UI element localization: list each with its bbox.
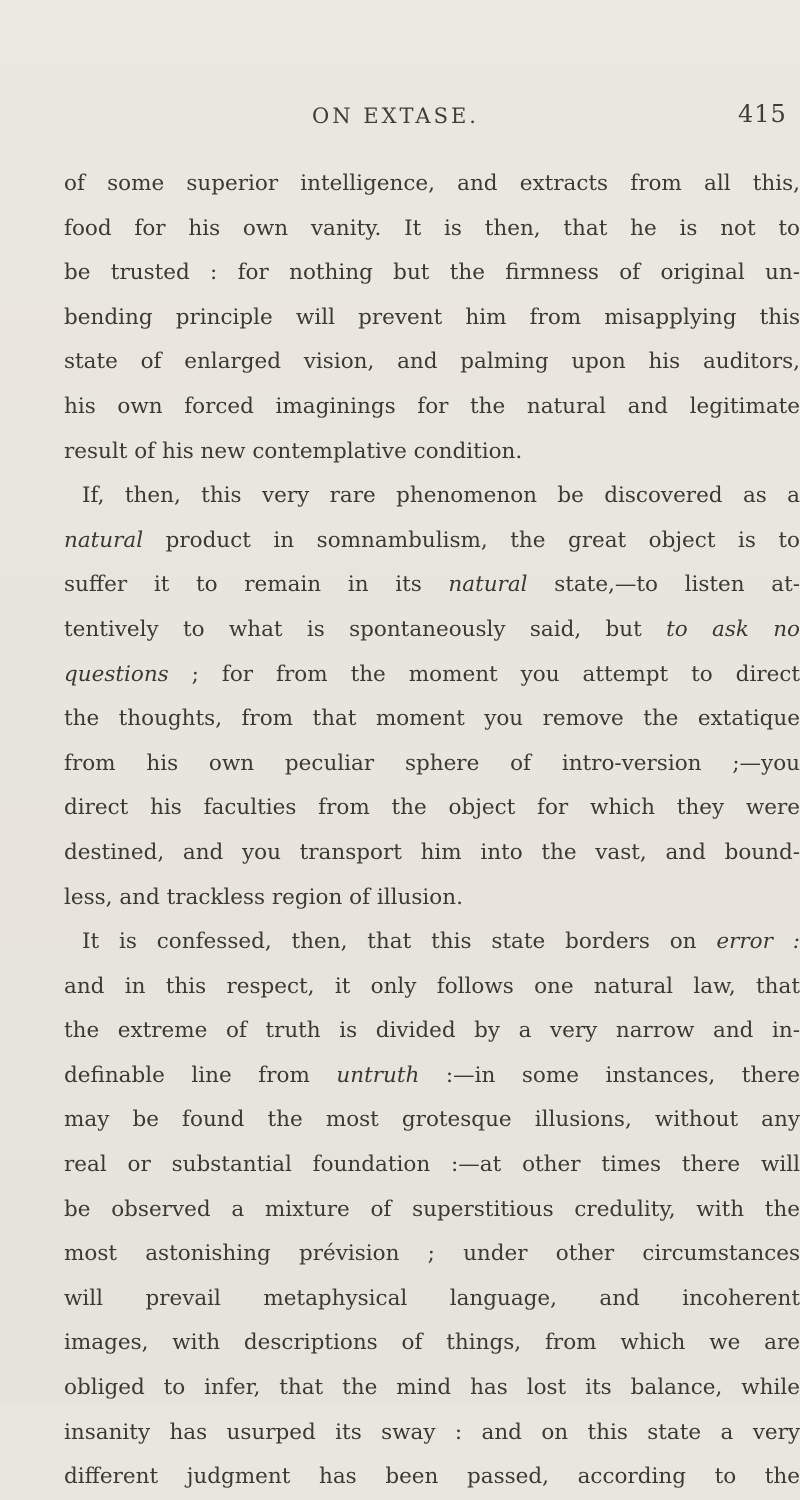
text-line: the thoughts, from that moment you remove the extatique xyxy=(64,706,800,732)
text-line: images, with descriptions of things, from which we are xyxy=(64,1330,800,1356)
text-line: be trusted : for nothing but the firmness of original un- xyxy=(64,260,800,286)
text-line: most astonishing prévision ; under other circumstances xyxy=(64,1241,800,1267)
text-line: If, then, this very rare phenomenon be discovered as a xyxy=(82,483,800,509)
text-line: direct his faculties from the object for which they were xyxy=(64,795,800,821)
text-line: less, and trackless region of illusion. xyxy=(64,884,463,910)
text-run: ; for from the moment you attempt to direct xyxy=(168,661,800,687)
text-line xyxy=(64,920,800,965)
header-title: ON EXTASE. xyxy=(312,104,479,128)
text-line xyxy=(64,608,800,653)
italic-run: error : xyxy=(716,929,800,955)
page-number: 415 xyxy=(738,100,787,128)
text-run: product in somnambulism, the great object is to xyxy=(143,527,800,553)
text-line: of some superior intelligence, and extracts from all this, xyxy=(64,171,800,196)
italic-run: natural xyxy=(64,527,144,553)
text-line xyxy=(64,519,800,564)
text-line: the extreme of truth is divided by a very narrow and in- xyxy=(64,1018,800,1044)
text-run: It is confessed, then, that this state borders on xyxy=(82,929,717,955)
text-line: from his own peculiar sphere of intro-version ;—you xyxy=(64,750,800,776)
text-run: state,—to listen at- xyxy=(527,572,800,598)
text-run: :—in some instances, there xyxy=(419,1062,800,1088)
text-line: will prevail metaphysical language, and incoherent xyxy=(64,1285,800,1311)
text-line: may be found the most grotesque illusions, without any xyxy=(64,1107,800,1133)
text-run: suffer it to remain in its xyxy=(64,572,449,598)
text-line: obliged to infer, that the mind has lost its balance, while xyxy=(64,1375,800,1401)
italic-run: natural xyxy=(448,572,528,598)
text-line: result of his new contemplative condition. xyxy=(64,438,523,464)
text-line: destined, and you transport him into the vast, and bound- xyxy=(64,839,800,865)
body-text xyxy=(64,162,800,1500)
text-line: state of enlarged vision, and palming upon his auditors, xyxy=(64,349,800,375)
text-line: insanity has usurped its sway : and on this state a very xyxy=(64,1419,800,1445)
italic-run: to ask no xyxy=(666,616,800,642)
italic-run: untruth xyxy=(336,1062,420,1088)
text-run: tentively to what is spontaneously said, but xyxy=(64,616,667,642)
text-line: his own forced imaginings for the natural and legitimate xyxy=(64,393,800,419)
text-line: real or substantial foundation :—at other times there will xyxy=(64,1152,800,1178)
running-head xyxy=(0,100,800,144)
text-line: food for his own vanity. It is then, that he is not to xyxy=(64,215,800,241)
text-line xyxy=(64,653,800,698)
text-line: different judgment has been passed, according to the xyxy=(64,1464,800,1490)
italic-run: questions xyxy=(64,661,169,687)
text-line: and in this respect, it only follows one natural law, that xyxy=(64,973,800,999)
text-run: definable line from xyxy=(64,1062,337,1088)
text-line: bending principle will prevent him from misapplying this xyxy=(64,304,800,330)
text-line: be observed a mixture of superstitious credulity, with the xyxy=(64,1196,800,1222)
text-line xyxy=(64,1054,800,1099)
text-line xyxy=(64,563,800,608)
